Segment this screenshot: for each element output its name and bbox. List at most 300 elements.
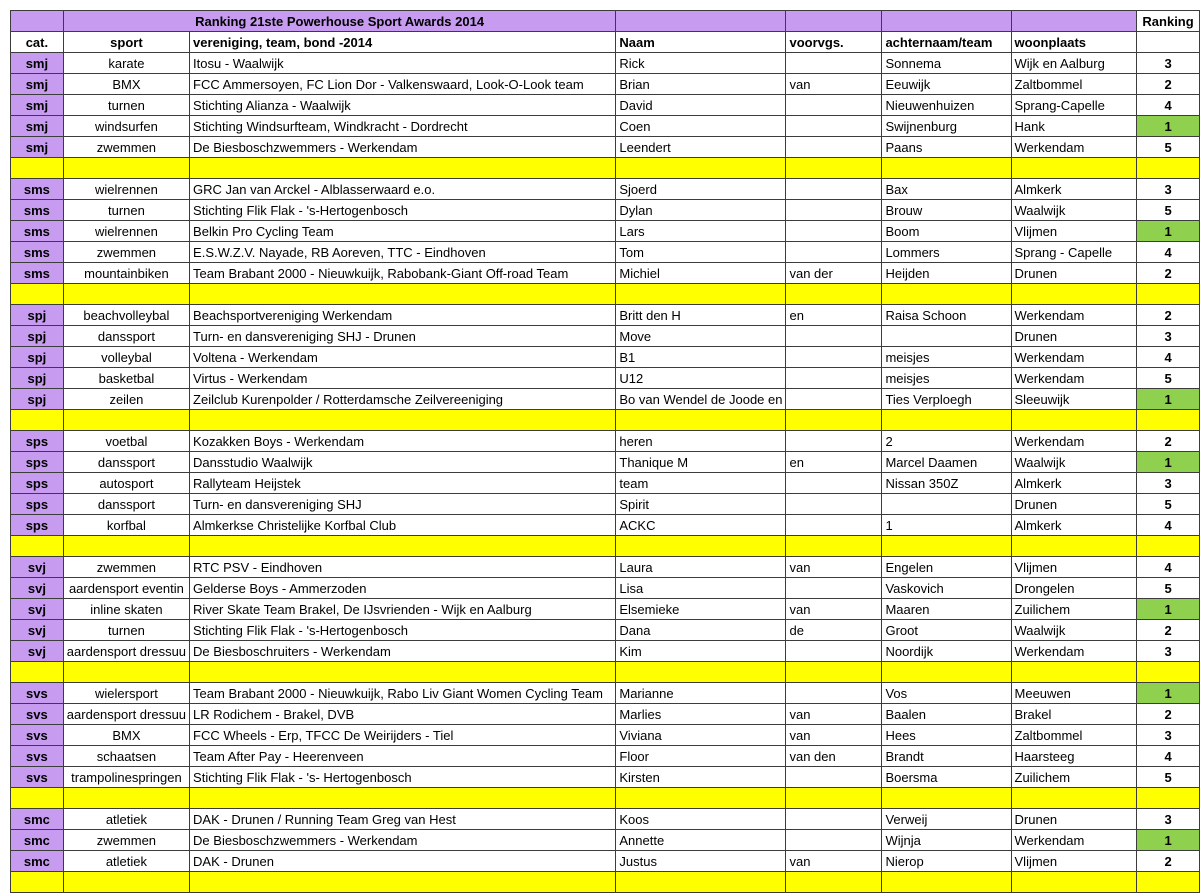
- ranking-cell[interactable]: 1: [1137, 221, 1200, 242]
- achternaam-cell[interactable]: Boom: [882, 221, 1011, 242]
- separator-cell[interactable]: [1011, 410, 1137, 431]
- voorvgs-cell[interactable]: [786, 641, 882, 662]
- voorvgs-cell[interactable]: van: [786, 557, 882, 578]
- achternaam-cell[interactable]: [882, 494, 1011, 515]
- club-cell[interactable]: Stichting Flik Flak - 's-Hertogenbosch: [190, 620, 616, 641]
- voorvgs-cell[interactable]: van: [786, 704, 882, 725]
- ranking-cell[interactable]: 4: [1137, 95, 1200, 116]
- woonplaats-cell[interactable]: Werkendam: [1011, 641, 1137, 662]
- club-cell[interactable]: Kozakken Boys - Werkendam: [190, 431, 616, 452]
- separator-cell[interactable]: [63, 662, 189, 683]
- ranking-cell[interactable]: 4: [1137, 746, 1200, 767]
- naam-cell[interactable]: Britt den H: [616, 305, 786, 326]
- ranking-cell[interactable]: 2: [1137, 851, 1200, 872]
- club-cell[interactable]: De Biesboschzwemmers - Werkendam: [190, 137, 616, 158]
- achternaam-cell[interactable]: Maaren: [882, 599, 1011, 620]
- ranking-cell[interactable]: 3: [1137, 809, 1200, 830]
- ranking-cell[interactable]: 5: [1137, 578, 1200, 599]
- naam-cell[interactable]: Michiel: [616, 263, 786, 284]
- club-cell[interactable]: LR Rodichem - Brakel, DVB: [190, 704, 616, 725]
- woonplaats-cell[interactable]: Waalwijk: [1011, 452, 1137, 473]
- category-cell[interactable]: smj: [11, 137, 64, 158]
- voorvgs-cell[interactable]: [786, 347, 882, 368]
- separator-cell[interactable]: [1137, 284, 1200, 305]
- achternaam-cell[interactable]: Heijden: [882, 263, 1011, 284]
- separator-cell[interactable]: [190, 662, 616, 683]
- separator-cell[interactable]: [1011, 284, 1137, 305]
- achternaam-cell[interactable]: Paans: [882, 137, 1011, 158]
- sport-cell[interactable]: zwemmen: [63, 137, 189, 158]
- voorvgs-cell[interactable]: van: [786, 851, 882, 872]
- separator-cell[interactable]: [63, 158, 189, 179]
- voorvgs-cell[interactable]: [786, 137, 882, 158]
- voorvgs-cell[interactable]: [786, 494, 882, 515]
- woonplaats-cell[interactable]: Wijk en Aalburg: [1011, 53, 1137, 74]
- sport-cell[interactable]: wielersport: [63, 683, 189, 704]
- separator-cell[interactable]: [616, 536, 786, 557]
- ranking-cell[interactable]: 3: [1137, 641, 1200, 662]
- category-cell[interactable]: svs: [11, 767, 64, 788]
- category-cell[interactable]: sps: [11, 431, 64, 452]
- voorvgs-cell[interactable]: [786, 683, 882, 704]
- separator-cell[interactable]: [11, 788, 64, 809]
- separator-cell[interactable]: [63, 410, 189, 431]
- title-pad-cell[interactable]: [11, 11, 64, 32]
- sport-cell[interactable]: korfbal: [63, 515, 189, 536]
- category-cell[interactable]: spj: [11, 368, 64, 389]
- separator-cell[interactable]: [63, 284, 189, 305]
- woonplaats-cell[interactable]: Werkendam: [1011, 431, 1137, 452]
- naam-cell[interactable]: Marianne: [616, 683, 786, 704]
- woonplaats-cell[interactable]: Zaltbommel: [1011, 725, 1137, 746]
- naam-cell[interactable]: Kirsten: [616, 767, 786, 788]
- ranking-cell[interactable]: 2: [1137, 431, 1200, 452]
- woonplaats-cell[interactable]: Werkendam: [1011, 137, 1137, 158]
- ranking-cell[interactable]: 2: [1137, 305, 1200, 326]
- naam-cell[interactable]: Laura: [616, 557, 786, 578]
- achternaam-cell[interactable]: Vaskovich: [882, 578, 1011, 599]
- club-cell[interactable]: Stichting Alianza - Waalwijk: [190, 95, 616, 116]
- separator-cell[interactable]: [190, 872, 616, 893]
- achternaam-cell[interactable]: Wijnja: [882, 830, 1011, 851]
- woonplaats-cell[interactable]: Vlijmen: [1011, 557, 1137, 578]
- naam-cell[interactable]: Lisa: [616, 578, 786, 599]
- title-pad-cell[interactable]: [786, 11, 882, 32]
- naam-cell[interactable]: Justus: [616, 851, 786, 872]
- achternaam-cell[interactable]: Marcel Daamen: [882, 452, 1011, 473]
- header-voorvgs[interactable]: voorvgs.: [786, 32, 882, 53]
- category-cell[interactable]: svs: [11, 746, 64, 767]
- ranking-cell[interactable]: 4: [1137, 242, 1200, 263]
- achternaam-cell[interactable]: Swijnenburg: [882, 116, 1011, 137]
- separator-cell[interactable]: [786, 410, 882, 431]
- naam-cell[interactable]: Spirit: [616, 494, 786, 515]
- ranking-cell[interactable]: 1: [1137, 683, 1200, 704]
- header-naam[interactable]: Naam: [616, 32, 786, 53]
- sport-cell[interactable]: danssport: [63, 494, 189, 515]
- naam-cell[interactable]: David: [616, 95, 786, 116]
- category-cell[interactable]: spj: [11, 305, 64, 326]
- sport-cell[interactable]: trampolinespringen: [63, 767, 189, 788]
- category-cell[interactable]: sps: [11, 494, 64, 515]
- voorvgs-cell[interactable]: [786, 389, 882, 410]
- separator-cell[interactable]: [616, 158, 786, 179]
- header-woonplaats[interactable]: woonplaats: [1011, 32, 1137, 53]
- separator-cell[interactable]: [11, 284, 64, 305]
- woonplaats-cell[interactable]: Werkendam: [1011, 305, 1137, 326]
- woonplaats-cell[interactable]: Sleeuwijk: [1011, 389, 1137, 410]
- sport-cell[interactable]: wielrennen: [63, 221, 189, 242]
- sport-cell[interactable]: BMX: [63, 74, 189, 95]
- category-cell[interactable]: smc: [11, 851, 64, 872]
- category-cell[interactable]: svj: [11, 641, 64, 662]
- naam-cell[interactable]: Bo van Wendel de Joode en: [616, 389, 786, 410]
- sport-cell[interactable]: atletiek: [63, 851, 189, 872]
- sport-cell[interactable]: voetbal: [63, 431, 189, 452]
- sheet-title[interactable]: Ranking 21ste Powerhouse Sport Awards 2014: [63, 11, 616, 32]
- naam-cell[interactable]: Lars: [616, 221, 786, 242]
- club-cell[interactable]: FCC Ammersoyen, FC Lion Dor - Valkenswaard, Look-O-Look team: [190, 74, 616, 95]
- naam-cell[interactable]: Coen: [616, 116, 786, 137]
- sport-cell[interactable]: windsurfen: [63, 116, 189, 137]
- separator-cell[interactable]: [1011, 872, 1137, 893]
- category-cell[interactable]: spj: [11, 389, 64, 410]
- category-cell[interactable]: spj: [11, 326, 64, 347]
- sport-cell[interactable]: aardensport dressuu: [63, 704, 189, 725]
- sport-cell[interactable]: danssport: [63, 326, 189, 347]
- achternaam-cell[interactable]: Raisa Schoon: [882, 305, 1011, 326]
- naam-cell[interactable]: Rick: [616, 53, 786, 74]
- naam-cell[interactable]: team: [616, 473, 786, 494]
- voorvgs-cell[interactable]: [786, 431, 882, 452]
- category-cell[interactable]: svs: [11, 704, 64, 725]
- naam-cell[interactable]: heren: [616, 431, 786, 452]
- header-achternaam[interactable]: achternaam/team: [882, 32, 1011, 53]
- voorvgs-cell[interactable]: de: [786, 620, 882, 641]
- separator-cell[interactable]: [786, 662, 882, 683]
- title-pad-cell[interactable]: [616, 11, 786, 32]
- woonplaats-cell[interactable]: Werkendam: [1011, 830, 1137, 851]
- woonplaats-cell[interactable]: Drunen: [1011, 326, 1137, 347]
- naam-cell[interactable]: B1: [616, 347, 786, 368]
- category-cell[interactable]: svj: [11, 578, 64, 599]
- club-cell[interactable]: Team Brabant 2000 - Nieuwkuijk, Rabobank-Giant Off-road Team: [190, 263, 616, 284]
- woonplaats-cell[interactable]: Waalwijk: [1011, 200, 1137, 221]
- category-cell[interactable]: sms: [11, 221, 64, 242]
- sport-cell[interactable]: turnen: [63, 95, 189, 116]
- category-cell[interactable]: svj: [11, 557, 64, 578]
- woonplaats-cell[interactable]: Meeuwen: [1011, 683, 1137, 704]
- separator-cell[interactable]: [11, 158, 64, 179]
- voorvgs-cell[interactable]: [786, 473, 882, 494]
- club-cell[interactable]: River Skate Team Brakel, De IJsvrienden - Wijk en Aalburg: [190, 599, 616, 620]
- title-pad-cell[interactable]: [1011, 11, 1137, 32]
- woonplaats-cell[interactable]: Werkendam: [1011, 347, 1137, 368]
- ranking-cell[interactable]: 4: [1137, 515, 1200, 536]
- separator-cell[interactable]: [616, 788, 786, 809]
- club-cell[interactable]: Rallyteam Heijstek: [190, 473, 616, 494]
- separator-cell[interactable]: [1011, 788, 1137, 809]
- woonplaats-cell[interactable]: Vlijmen: [1011, 851, 1137, 872]
- ranking-cell[interactable]: 3: [1137, 326, 1200, 347]
- ranking-cell[interactable]: 1: [1137, 389, 1200, 410]
- separator-cell[interactable]: [11, 410, 64, 431]
- club-cell[interactable]: De Biesboschruiters - Werkendam: [190, 641, 616, 662]
- voorvgs-cell[interactable]: van: [786, 599, 882, 620]
- separator-cell[interactable]: [1137, 536, 1200, 557]
- separator-cell[interactable]: [1137, 788, 1200, 809]
- club-cell[interactable]: Stichting Flik Flak - 's- Hertogenbosch: [190, 767, 616, 788]
- sport-cell[interactable]: inline skaten: [63, 599, 189, 620]
- woonplaats-cell[interactable]: Haarsteeg: [1011, 746, 1137, 767]
- club-cell[interactable]: Zeilclub Kurenpolder / Rotterdamsche Zeilvereeniging: [190, 389, 616, 410]
- sport-cell[interactable]: wielrennen: [63, 179, 189, 200]
- voorvgs-cell[interactable]: [786, 830, 882, 851]
- achternaam-cell[interactable]: Brandt: [882, 746, 1011, 767]
- separator-cell[interactable]: [882, 788, 1011, 809]
- separator-cell[interactable]: [63, 536, 189, 557]
- ranking-cell[interactable]: 5: [1137, 368, 1200, 389]
- achternaam-cell[interactable]: Nissan 350Z: [882, 473, 1011, 494]
- separator-cell[interactable]: [11, 536, 64, 557]
- woonplaats-cell[interactable]: Zuilichem: [1011, 767, 1137, 788]
- achternaam-cell[interactable]: Groot: [882, 620, 1011, 641]
- achternaam-cell[interactable]: Vos: [882, 683, 1011, 704]
- ranking-cell[interactable]: 3: [1137, 725, 1200, 746]
- category-cell[interactable]: sms: [11, 263, 64, 284]
- woonplaats-cell[interactable]: Almkerk: [1011, 473, 1137, 494]
- naam-cell[interactable]: Marlies: [616, 704, 786, 725]
- ranking-cell[interactable]: 2: [1137, 704, 1200, 725]
- ranking-cell[interactable]: 3: [1137, 179, 1200, 200]
- separator-cell[interactable]: [786, 158, 882, 179]
- category-cell[interactable]: svs: [11, 725, 64, 746]
- achternaam-cell[interactable]: Lommers: [882, 242, 1011, 263]
- woonplaats-cell[interactable]: Sprang-Capelle: [1011, 95, 1137, 116]
- separator-cell[interactable]: [882, 284, 1011, 305]
- club-cell[interactable]: Belkin Pro Cycling Team: [190, 221, 616, 242]
- club-cell[interactable]: Team After Pay - Heerenveen: [190, 746, 616, 767]
- header-blank[interactable]: [1137, 32, 1200, 53]
- achternaam-cell[interactable]: Nierop: [882, 851, 1011, 872]
- achternaam-cell[interactable]: Boersma: [882, 767, 1011, 788]
- club-cell[interactable]: Turn- en dansvereniging SHJ - Drunen: [190, 326, 616, 347]
- ranking-cell[interactable]: 1: [1137, 599, 1200, 620]
- sport-cell[interactable]: karate: [63, 53, 189, 74]
- voorvgs-cell[interactable]: van: [786, 74, 882, 95]
- voorvgs-cell[interactable]: van: [786, 725, 882, 746]
- separator-cell[interactable]: [190, 788, 616, 809]
- voorvgs-cell[interactable]: [786, 179, 882, 200]
- club-cell[interactable]: RTC PSV - Eindhoven: [190, 557, 616, 578]
- achternaam-cell[interactable]: 2: [882, 431, 1011, 452]
- title-pad-cell[interactable]: [882, 11, 1011, 32]
- naam-cell[interactable]: ACKC: [616, 515, 786, 536]
- category-cell[interactable]: svs: [11, 683, 64, 704]
- category-cell[interactable]: svj: [11, 620, 64, 641]
- club-cell[interactable]: Beachsportvereniging Werkendam: [190, 305, 616, 326]
- sport-cell[interactable]: volleybal: [63, 347, 189, 368]
- sport-cell[interactable]: schaatsen: [63, 746, 189, 767]
- sport-cell[interactable]: BMX: [63, 725, 189, 746]
- separator-cell[interactable]: [882, 872, 1011, 893]
- ranking-header[interactable]: Ranking: [1137, 11, 1200, 32]
- woonplaats-cell[interactable]: Werkendam: [1011, 368, 1137, 389]
- naam-cell[interactable]: Thanique M: [616, 452, 786, 473]
- naam-cell[interactable]: Elsemieke: [616, 599, 786, 620]
- sport-cell[interactable]: beachvolleybal: [63, 305, 189, 326]
- club-cell[interactable]: Virtus - Werkendam: [190, 368, 616, 389]
- category-cell[interactable]: svj: [11, 599, 64, 620]
- voorvgs-cell[interactable]: [786, 242, 882, 263]
- separator-cell[interactable]: [1137, 872, 1200, 893]
- club-cell[interactable]: DAK - Drunen: [190, 851, 616, 872]
- achternaam-cell[interactable]: Baalen: [882, 704, 1011, 725]
- voorvgs-cell[interactable]: [786, 200, 882, 221]
- separator-cell[interactable]: [786, 872, 882, 893]
- separator-cell[interactable]: [882, 410, 1011, 431]
- sport-cell[interactable]: zwemmen: [63, 830, 189, 851]
- voorvgs-cell[interactable]: [786, 326, 882, 347]
- sport-cell[interactable]: zwemmen: [63, 242, 189, 263]
- ranking-cell[interactable]: 5: [1137, 767, 1200, 788]
- separator-cell[interactable]: [616, 872, 786, 893]
- club-cell[interactable]: GRC Jan van Arckel - Alblasserwaard e.o.: [190, 179, 616, 200]
- woonplaats-cell[interactable]: Almkerk: [1011, 515, 1137, 536]
- achternaam-cell[interactable]: Eeuwijk: [882, 74, 1011, 95]
- voorvgs-cell[interactable]: en: [786, 452, 882, 473]
- category-cell[interactable]: smj: [11, 95, 64, 116]
- header-cat[interactable]: cat.: [11, 32, 64, 53]
- separator-cell[interactable]: [616, 410, 786, 431]
- category-cell[interactable]: sps: [11, 515, 64, 536]
- separator-cell[interactable]: [11, 662, 64, 683]
- category-cell[interactable]: smc: [11, 830, 64, 851]
- voorvgs-cell[interactable]: [786, 95, 882, 116]
- separator-cell[interactable]: [1011, 158, 1137, 179]
- naam-cell[interactable]: Leendert: [616, 137, 786, 158]
- naam-cell[interactable]: Annette: [616, 830, 786, 851]
- separator-cell[interactable]: [63, 872, 189, 893]
- voorvgs-cell[interactable]: [786, 578, 882, 599]
- achternaam-cell[interactable]: Brouw: [882, 200, 1011, 221]
- woonplaats-cell[interactable]: Almkerk: [1011, 179, 1137, 200]
- ranking-cell[interactable]: 5: [1137, 137, 1200, 158]
- club-cell[interactable]: Gelderse Boys - Ammerzoden: [190, 578, 616, 599]
- achternaam-cell[interactable]: Engelen: [882, 557, 1011, 578]
- naam-cell[interactable]: Tom: [616, 242, 786, 263]
- separator-cell[interactable]: [786, 284, 882, 305]
- ranking-cell[interactable]: 2: [1137, 263, 1200, 284]
- woonplaats-cell[interactable]: Vlijmen: [1011, 221, 1137, 242]
- woonplaats-cell[interactable]: Drunen: [1011, 809, 1137, 830]
- header-sport[interactable]: sport: [63, 32, 189, 53]
- category-cell[interactable]: smj: [11, 53, 64, 74]
- ranking-cell[interactable]: 1: [1137, 830, 1200, 851]
- club-cell[interactable]: Stichting Flik Flak - 's-Hertogenbosch: [190, 200, 616, 221]
- category-cell[interactable]: smj: [11, 116, 64, 137]
- club-cell[interactable]: E.S.W.Z.V. Nayade, RB Aoreven, TTC - Eindhoven: [190, 242, 616, 263]
- separator-cell[interactable]: [882, 536, 1011, 557]
- separator-cell[interactable]: [1011, 536, 1137, 557]
- sport-cell[interactable]: basketbal: [63, 368, 189, 389]
- club-cell[interactable]: Team Brabant 2000 - Nieuwkuijk, Rabo Liv Giant Women Cycling Team: [190, 683, 616, 704]
- category-cell[interactable]: sps: [11, 473, 64, 494]
- category-cell[interactable]: sps: [11, 452, 64, 473]
- achternaam-cell[interactable]: Noordijk: [882, 641, 1011, 662]
- separator-cell[interactable]: [882, 158, 1011, 179]
- separator-cell[interactable]: [190, 410, 616, 431]
- voorvgs-cell[interactable]: en: [786, 305, 882, 326]
- club-cell[interactable]: Stichting Windsurfteam, Windkracht - Dordrecht: [190, 116, 616, 137]
- sport-cell[interactable]: aardensport dressuu: [63, 641, 189, 662]
- club-cell[interactable]: Almkerkse Christelijke Korfbal Club: [190, 515, 616, 536]
- woonplaats-cell[interactable]: Zaltbommel: [1011, 74, 1137, 95]
- achternaam-cell[interactable]: Nieuwenhuizen: [882, 95, 1011, 116]
- sport-cell[interactable]: mountainbiken: [63, 263, 189, 284]
- voorvgs-cell[interactable]: [786, 221, 882, 242]
- sport-cell[interactable]: atletiek: [63, 809, 189, 830]
- club-cell[interactable]: De Biesboschzwemmers - Werkendam: [190, 830, 616, 851]
- club-cell[interactable]: Itosu - Waalwijk: [190, 53, 616, 74]
- woonplaats-cell[interactable]: Drunen: [1011, 263, 1137, 284]
- woonplaats-cell[interactable]: Zuilichem: [1011, 599, 1137, 620]
- voorvgs-cell[interactable]: [786, 53, 882, 74]
- separator-cell[interactable]: [616, 662, 786, 683]
- naam-cell[interactable]: Kim: [616, 641, 786, 662]
- ranking-cell[interactable]: 5: [1137, 200, 1200, 221]
- woonplaats-cell[interactable]: Hank: [1011, 116, 1137, 137]
- separator-cell[interactable]: [11, 872, 64, 893]
- naam-cell[interactable]: Koos: [616, 809, 786, 830]
- ranking-cell[interactable]: 1: [1137, 116, 1200, 137]
- achternaam-cell[interactable]: Verweij: [882, 809, 1011, 830]
- separator-cell[interactable]: [63, 788, 189, 809]
- category-cell[interactable]: spj: [11, 347, 64, 368]
- ranking-cell[interactable]: 5: [1137, 494, 1200, 515]
- ranking-cell[interactable]: 1: [1137, 452, 1200, 473]
- separator-cell[interactable]: [1011, 662, 1137, 683]
- category-cell[interactable]: smj: [11, 74, 64, 95]
- sport-cell[interactable]: autosport: [63, 473, 189, 494]
- voorvgs-cell[interactable]: [786, 767, 882, 788]
- achternaam-cell[interactable]: Ties Verploegh: [882, 389, 1011, 410]
- separator-cell[interactable]: [1137, 410, 1200, 431]
- achternaam-cell[interactable]: Bax: [882, 179, 1011, 200]
- ranking-cell[interactable]: 2: [1137, 620, 1200, 641]
- naam-cell[interactable]: Brian: [616, 74, 786, 95]
- category-cell[interactable]: smc: [11, 809, 64, 830]
- woonplaats-cell[interactable]: Sprang - Capelle: [1011, 242, 1137, 263]
- woonplaats-cell[interactable]: Drongelen: [1011, 578, 1137, 599]
- naam-cell[interactable]: U12: [616, 368, 786, 389]
- ranking-cell[interactable]: 2: [1137, 74, 1200, 95]
- sport-cell[interactable]: turnen: [63, 200, 189, 221]
- club-cell[interactable]: Voltena - Werkendam: [190, 347, 616, 368]
- club-cell[interactable]: Dansstudio Waalwijk: [190, 452, 616, 473]
- separator-cell[interactable]: [1137, 158, 1200, 179]
- category-cell[interactable]: sms: [11, 242, 64, 263]
- achternaam-cell[interactable]: 1: [882, 515, 1011, 536]
- club-cell[interactable]: Turn- en dansvereniging SHJ: [190, 494, 616, 515]
- category-cell[interactable]: sms: [11, 200, 64, 221]
- separator-cell[interactable]: [882, 662, 1011, 683]
- achternaam-cell[interactable]: [882, 326, 1011, 347]
- ranking-cell[interactable]: 4: [1137, 347, 1200, 368]
- voorvgs-cell[interactable]: [786, 515, 882, 536]
- voorvgs-cell[interactable]: van den: [786, 746, 882, 767]
- separator-cell[interactable]: [786, 536, 882, 557]
